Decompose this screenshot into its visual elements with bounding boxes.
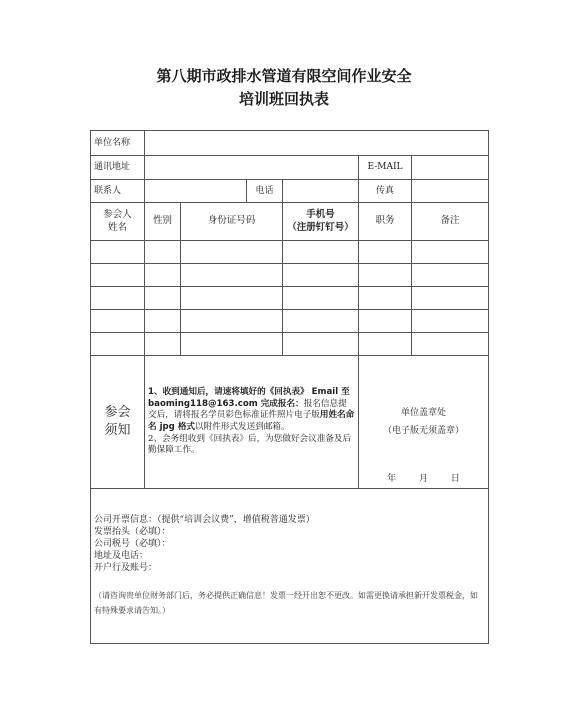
remark-header: 备注: [412, 203, 489, 241]
participant-row: [91, 241, 489, 264]
participant-position-cell[interactable]: [359, 310, 412, 333]
registration-form: [90, 130, 489, 644]
participant-name-cell[interactable]: [91, 241, 145, 264]
participant-name-cell[interactable]: [91, 310, 145, 333]
notice-p2: 2、会务组收到《回执表》后，为您做好会议准备及后勤保障工作。: [148, 433, 352, 456]
address-field[interactable]: [145, 156, 359, 180]
participant-position-cell[interactable]: [359, 264, 412, 287]
invoice-tax-label[interactable]: 公司税号（必填）：: [94, 538, 171, 549]
notice-text: [145, 356, 359, 489]
participant-gender-cell[interactable]: [145, 287, 181, 310]
notice-email: baoming118@163.com: [148, 398, 258, 409]
participant-id-cell[interactable]: [181, 310, 283, 333]
participant-remark-cell[interactable]: [412, 310, 489, 333]
contact-label: 联系人: [91, 180, 145, 203]
invoice-bank-label[interactable]: 开户行及账号：: [94, 563, 158, 574]
participant-row: [91, 264, 489, 287]
contact-field[interactable]: [145, 180, 247, 203]
participant-remark-cell[interactable]: [412, 264, 489, 287]
notice-p1-d: 用姓名命名 jpg 格式: [148, 410, 355, 432]
seal-area: [359, 356, 489, 489]
participant-id-cell[interactable]: [181, 264, 283, 287]
participant-gender-cell[interactable]: [145, 333, 181, 356]
participant-remark-cell[interactable]: [412, 241, 489, 264]
mobile-header-line2: （注册钉钉号）: [287, 221, 354, 233]
position-header: 职务: [359, 203, 412, 241]
notice-p1-a: 1、收到通知后，请速将填好的《回执表》 Email 至: [148, 387, 350, 398]
participant-id-cell[interactable]: [181, 287, 283, 310]
notice-label-line1: 参会: [104, 405, 131, 421]
participant-position-cell[interactable]: [359, 287, 412, 310]
participant-mobile-cell[interactable]: [283, 310, 359, 333]
phone-field[interactable]: [283, 180, 359, 203]
participant-id-cell[interactable]: [181, 333, 283, 356]
participant-position-cell[interactable]: [359, 241, 412, 264]
invoice-heading: 公司开票信息：（提供“培训会议费”，增值税普通发票）: [94, 514, 315, 525]
fax-field[interactable]: [412, 180, 489, 203]
notice-label: [91, 356, 145, 489]
participant-gender-cell[interactable]: [145, 264, 181, 287]
invoice-section: [91, 489, 489, 644]
notice-label-line2: 须知: [104, 423, 131, 438]
phone-label: 电话: [247, 180, 283, 203]
notice-p1-c: 报名信息提交后，请将报名学员彩色标准证件照片电子版: [148, 398, 347, 421]
unit-name-label: 单位名称: [91, 131, 145, 156]
participant-gender-cell[interactable]: [145, 241, 181, 264]
participant-mobile-cell[interactable]: [283, 241, 359, 264]
page-title: 第八期市政排水管道有限空间作业安全: [156, 67, 412, 85]
address-label: 通讯地址: [91, 156, 145, 180]
email-label: E-MAIL: [359, 156, 412, 180]
participant-mobile-cell[interactable]: [283, 287, 359, 310]
participant-id-cell[interactable]: [181, 241, 283, 264]
seal-label: 单位盖章处: [401, 407, 447, 418]
participant-header-line1: 参会人: [103, 208, 132, 220]
notice-p1-b: 完成报名：: [257, 398, 304, 409]
participant-mobile-cell[interactable]: [283, 333, 359, 356]
page-subtitle: 培训班回执表: [238, 90, 329, 108]
participant-row: [91, 333, 489, 356]
participant-gender-cell[interactable]: [145, 310, 181, 333]
fax-label: 传真: [359, 180, 412, 203]
email-field[interactable]: [412, 156, 489, 180]
participant-name-cell[interactable]: [91, 333, 145, 356]
seal-date: 年 月 日: [387, 473, 460, 484]
participant-mobile-cell[interactable]: [283, 264, 359, 287]
participant-name-header: [91, 203, 145, 241]
mobile-header-line1: 手机号: [306, 208, 335, 220]
participant-remark-cell[interactable]: [412, 333, 489, 356]
participant-row: [91, 310, 489, 333]
invoice-title-label[interactable]: 发票抬头（必填）：: [94, 526, 171, 537]
unit-name-field[interactable]: [145, 131, 489, 156]
participant-name-cell[interactable]: [91, 264, 145, 287]
mobile-header: [283, 203, 359, 241]
participant-row: [91, 287, 489, 310]
participant-name-cell[interactable]: [91, 287, 145, 310]
id-number-header: 身份证号码: [181, 203, 283, 241]
notice-p1-e: 以附件形式发送到邮箱。: [195, 422, 290, 432]
invoice-address-label[interactable]: 地址及电话：: [94, 551, 149, 562]
gender-header: 性别: [145, 203, 181, 241]
invoice-note: （请咨询贵单位财务部门后，务必提供正确信息！发票一经开出恕不更改。如需更换请承担新开发票税金，如有特殊要求请告知。）: [94, 591, 478, 616]
participant-header-line2: 姓名: [107, 221, 127, 233]
participant-position-cell[interactable]: [359, 333, 412, 356]
seal-note: （电子版无须盖章）: [383, 426, 465, 436]
participant-remark-cell[interactable]: [412, 287, 489, 310]
